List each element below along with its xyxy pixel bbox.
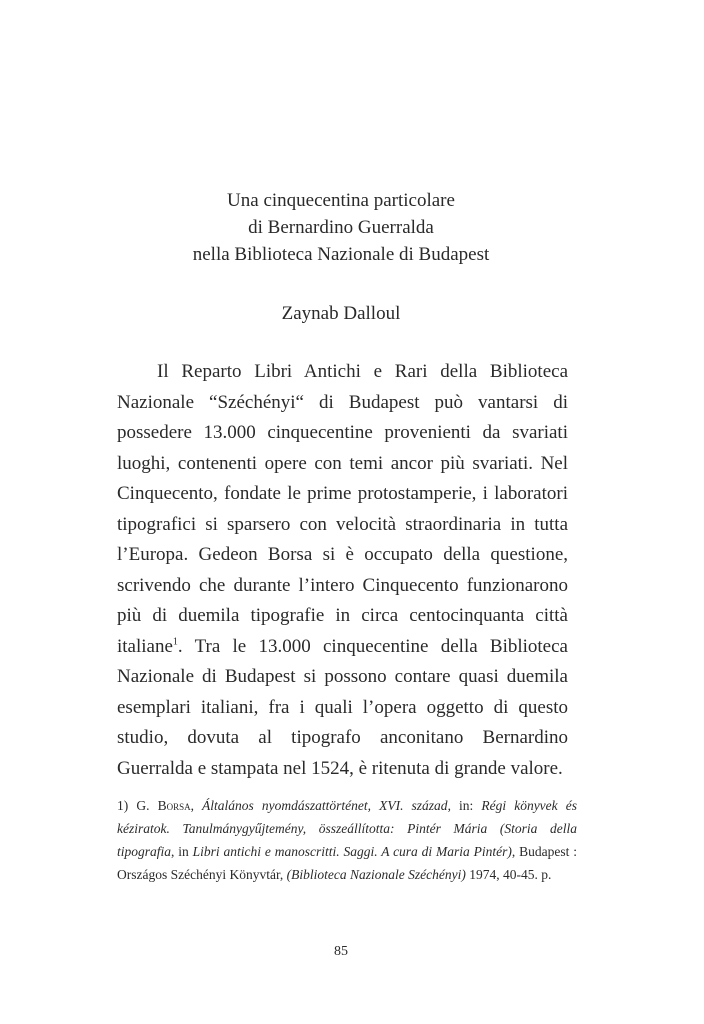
author-name: Zaynab Dalloul [281, 303, 401, 324]
footnote-number: 1) G. [117, 798, 158, 813]
footnote-publisher: , Budapest : Országos Széchényi Könyvtár, [117, 844, 577, 882]
title-line-3: nella Biblioteca Nazionale di Budapest [192, 244, 490, 265]
body-text-part-1: Il Reparto Libri Antichi e Rari della Biblioteca Nazionale “Széchényi“ di Budapest può vantarsi di possedere 13.000 cinquecentine provenienti da svariati luoghi, contenenti opere con temi ancor più svariati. Nel Cinquecento, fondate le prime protostamperie, i laboratori tipografici si sparsero con velocità straordinaria in tutta l’Europa. Gedeon Borsa si è occupato della questione, scrivendo che durante l’intero Cinquecento funzionarono più di duemila tipografie in circa centocinquanta città italiane [117, 361, 568, 657]
footnote-source-1: Régi könyvek és kéziratok. Tanulmánygyűjtemény, összeállította: Pintér Mária (Storia della tipografia [117, 798, 577, 859]
body-paragraph [117, 357, 568, 784]
footnote-sep-1: , [190, 798, 203, 813]
footnote-source-2: Libri antichi e manoscritti. Saggi. A cura di Maria Pintér) [192, 844, 512, 859]
footnote-year-pages: 1974, 40-45. p. [465, 867, 552, 882]
article-title [0, 187, 682, 268]
footnote-title: Általános nyomdászattörténet, XVI. század [202, 798, 448, 813]
title-line-1: Una cinquecentina particolare [227, 190, 455, 211]
body-text-part-2: . Tra le 13.000 cinquecentine della Biblioteca Nazionale di Budapest si possono contare quasi duemila esemplari italiani, fra i quali l’opera oggetto di questo studio, dovuta al tipografo anconitano Bernardino Guerralda e stampata nel 1524, è ritenuta di grande valore. [117, 635, 568, 779]
footnote-sep-3: , in [171, 844, 193, 859]
footnote-reference: 1 [172, 636, 178, 648]
page-number: 85 [334, 944, 348, 959]
footnote-library: (Biblioteca Nazionale Széchényi) [286, 867, 466, 882]
title-line-2: di Bernardino Guerralda [248, 217, 434, 238]
footnote-sep-2: , in: [447, 798, 482, 813]
footnote [117, 794, 577, 886]
footnote-author: Borsa [157, 798, 191, 813]
